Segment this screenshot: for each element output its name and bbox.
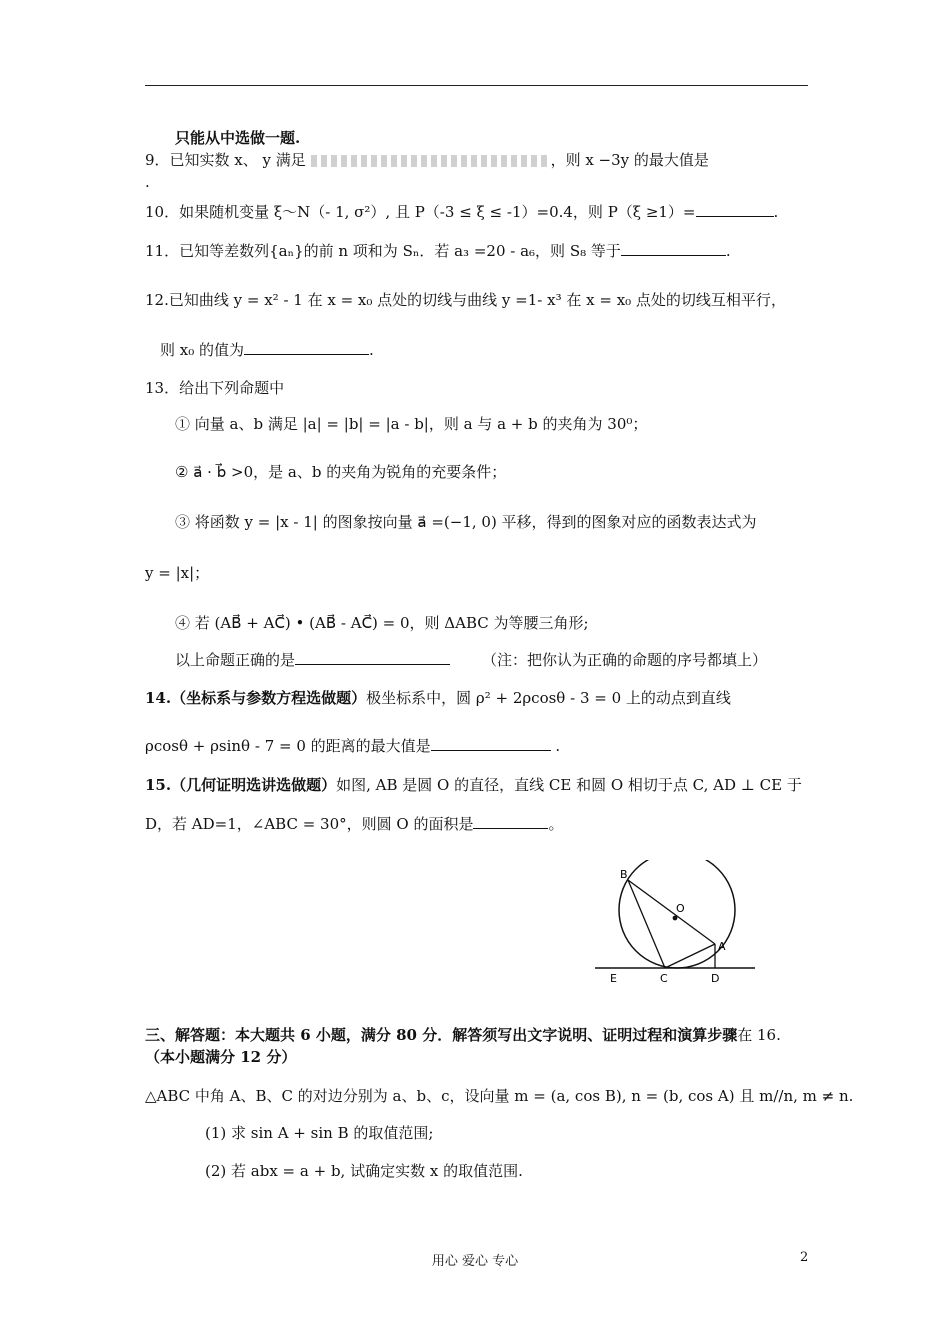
chord-ca: [665, 944, 715, 968]
question-9-end: .: [145, 173, 150, 191]
question-15: 15.（几何证明选讲选做题）如图, AB 是圆 O 的直径，直线 CE 和圆 O 相切于点 C, AD ⊥ CE 于: [145, 776, 802, 794]
proposition-2: ② a⃗ · b⃗ >0，是 a、b 的夹角为锐角的充要条件；: [175, 463, 507, 481]
question-14: 14.（坐标系与参数方程选做题）极坐标系中，圆 ρ² + 2ρcosθ - 3 = 0 上的动点到直线: [145, 689, 731, 707]
answer-blank: [621, 241, 726, 256]
page-number: 2: [800, 1250, 809, 1265]
question-16-points: （本小题满分 12 分）: [145, 1048, 297, 1066]
circle-tangent-figure: [590, 860, 770, 990]
label-e: E: [610, 972, 617, 985]
answer-blank: [431, 736, 551, 751]
blurred-constraint-image: [311, 155, 551, 167]
answer-blank: [473, 814, 548, 829]
question-16-part-2: (2) 若 abx = a + b, 试确定实数 x 的取值范围.: [205, 1162, 523, 1180]
section-3-heading: 三、解答题：本大题共 6 小题，满分 80 分．解答须写出文字说明、证明过程和演算步骤在 16.: [145, 1026, 781, 1044]
answer-blank: [295, 650, 450, 665]
label-o: O: [676, 902, 685, 915]
answer-blank: [244, 340, 369, 355]
label-b: B: [620, 868, 628, 881]
header-rule: [145, 85, 808, 86]
instruction-line: 只能从中选做一题.: [175, 129, 301, 147]
question-12-cont: 则 x₀ 的值为 .: [160, 341, 374, 359]
proposition-4: ④ 若 (AB⃗ + AC⃗) • (AB⃗ - AC⃗) = 0，则 ΔABC 为等腰三角形;: [175, 614, 589, 632]
question-10: 10．如果随机变量 ξ～N（- 1, σ²）, 且 P（-3 ≤ ξ ≤ -1）=0.4，则 P（ξ ≥1）= .: [145, 203, 779, 221]
question-13: 13．给出下列命题中: [145, 379, 285, 397]
proposition-1: ① 向量 a、b 满足 |a| = |b| = |a - b|，则 a 与 a + b 的夹角为 30⁰；: [175, 415, 648, 433]
label-d: D: [711, 972, 720, 985]
center-point: [673, 916, 678, 921]
question-12: 12.已知曲线 y = x² - 1 在 x = x₀ 点处的切线与曲线 y =1- x³ 在 x = x₀ 点处的切线互相平行，: [145, 291, 786, 309]
question-16: △ABC 中角 A、B、C 的对边分别为 a、b、c，设向量 m = (a, cos B), n = (b, cos A) 且 m//n, m ≠ n.: [145, 1087, 854, 1105]
footer-text: 用心 爱心 专心: [431, 1254, 519, 1269]
proposition-3: ③ 将函数 y = |x - 1| 的图象按向量 a⃗ =(−1, 0) 平移，得到的图象对应的函数表达式为: [175, 513, 757, 531]
label-c: C: [660, 972, 668, 985]
proposition-3-cont: y = |x|；: [145, 564, 210, 582]
question-9: 9．已知实数 x、 y 满足 ，则 x −3y 的最大值是: [145, 151, 709, 169]
label-a: A: [718, 940, 726, 953]
question-16-part-1: (1) 求 sin A + sin B 的取值范围;: [205, 1124, 434, 1142]
question-11: 11．已知等差数列{aₙ}的前 n 项和为 Sₙ．若 a₃ =20 - a₆，则 S₈ 等于 .: [145, 242, 731, 260]
question-15-cont: D，若 AD=1，∠ABC = 30°，则圆 O 的面积是 。: [145, 815, 564, 833]
question-13-answer: 以上命题正确的是 （注：把你认为正确的命题的序号都填上）: [175, 651, 768, 669]
answer-blank: [696, 202, 774, 217]
question-14-cont: ρcosθ + ρsinθ - 7 = 0 的距离的最大值是 .: [145, 737, 561, 755]
